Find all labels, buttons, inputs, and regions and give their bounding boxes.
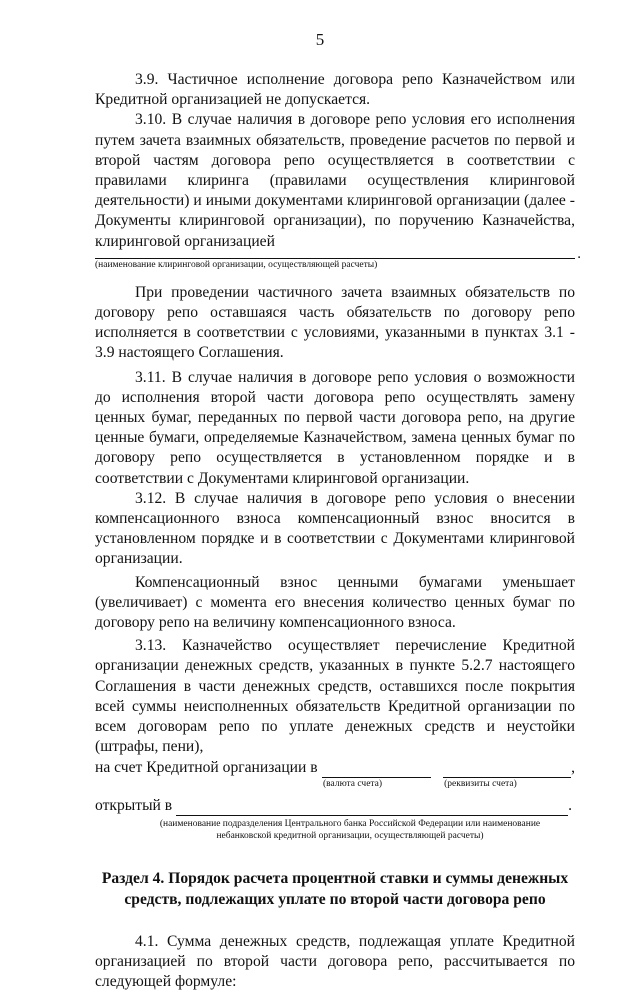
page-number: 5 [315, 30, 325, 49]
account-row [95, 758, 575, 778]
paragraph-3-12: 3.12. В случае наличия в договоре репо условия о внесении компенсационного взноса компенсационный взнос вносится в установленном порядке и в соответствии с Документами клиринговой организации. [95, 489, 575, 568]
account-comma: , [571, 758, 575, 776]
account-prefix: на счет Кредитной организации в [95, 758, 318, 776]
section-4-title: Раздел 4. Порядок расчета процентной ставки и суммы денежных средств, подлежащих уплате по второй части договора репо [101, 869, 569, 908]
opened-bank-blank [176, 800, 568, 816]
opened-row [95, 796, 575, 816]
document-body [95, 70, 581, 993]
paragraph-4-1: 4.1. Сумма денежных средств, подлежащая уплате Кредитной организацией по второй части договора репо, рассчитывается по следующей формуле: [95, 932, 575, 991]
clearing-organization-line: . [95, 252, 575, 259]
currency-caption: (валюта счета) [323, 778, 383, 789]
paragraph-3-11: 3.11. В случае наличия в договоре репо условия о возможности до исполнения второй части договора репо осуществлять замену ценных бумаг, переданных по первой части договора репо, на другие ценные бумаги, определяемые Казначейством, замена ценных бумаг по договору репо осуществляется в установленном порядке и в соответствии с Документами клиринговой организации. [95, 368, 575, 487]
bank-caption: (наименование подразделения Центрального банка Российской Федерации или наименование небанковской кредитной организации, осуществляющей расчеты) [159, 818, 541, 841]
paragraph-3-13: 3.13. Казначейство осуществляет перечисление Кредитной организации денежных средств, указанных в пункте 5.2.7 настоящего Соглашения в части денежных средств, оставшихся после покрытия всей суммы неисполненных обязательств Кредитной организации по всем договорам репо по уплате денежных средств и неустойки (штрафы, пени), [95, 637, 575, 756]
paragraph-3-10: 3.10. В случае наличия в договоре репо условия его исполнения путем зачета взаимных обязательств, проведение расчетов по первой и второй частям договора репо осуществляется в соответствии с правилами клиринга (правилами осуществления клиринговой деятельности) и иными документами клиринговой организации (далее - Документы клиринговой организации), по поручению Казначейства, клиринговой организацией [95, 111, 575, 250]
account-captions [95, 778, 575, 790]
opened-dot: . [568, 796, 573, 814]
paragraph-3-9: 3.9. Частичное исполнение договора репо Казначейством или Кредитной организацией не допускается. [95, 71, 575, 109]
details-caption: (реквизиты счета) [444, 778, 517, 789]
clearing-organization-caption: (наименование клиринговой организации, осуществляющей расчеты) [95, 259, 378, 270]
account-currency-blank [322, 762, 431, 778]
account-details-blank [443, 762, 571, 778]
opened-prefix: открытый в [95, 796, 173, 814]
paragraph-partial-netting: При проведении частичного зачета взаимных обязательств по договору репо оставшаяся часть обязательств по договору репо исполняется в соответствии с условиями, указанными в пунктах 3.1 - 3.9 настоящего Соглашения. [95, 283, 575, 362]
paragraph-compensation: Компенсационный взнос ценными бумагами уменьшает (увеличивает) с момента его внесения количество ценных бумаг по договору репо на величину компенсационного взноса. [95, 573, 575, 632]
